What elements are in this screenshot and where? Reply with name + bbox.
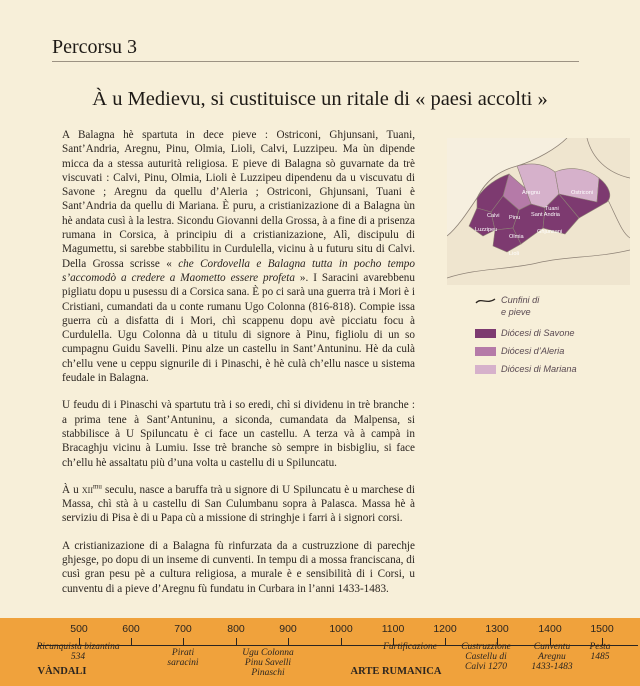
mariana-swatch <box>475 365 496 374</box>
tick-1000 <box>341 638 342 645</box>
savone-swatch <box>475 329 496 338</box>
year-1500: 1500 <box>590 623 614 635</box>
legend-pieve-boundary <box>468 296 628 326</box>
event-pirates <box>167 648 198 668</box>
header-divider <box>52 61 579 62</box>
event-colonna-line1: Ugu Colonna <box>242 648 294 658</box>
year-500: 500 <box>70 623 88 635</box>
event-plague-line1: Pesta <box>589 642 611 652</box>
paragraph-1-part-a: A Balagna hè spartuta in dece pieve : Ostriconi, Ghjunsani, Tuani, Sant’Andria, Aregnu, Pinu, Olmia, Lioli, Calvi, Luzzipeu. Ma ùn dipende micca da a stessa auturità religiosa. E pieve di Balagna sò guvarnate da trè viscuvati : Calvi, Pinu, Olmia, Lioli è Luzzipeu dipendenu da u viscuvatu di Savone ; Aregnu da quellu d’Aleria ; Ostriconi, Ghjunsani, Tuani è Sant’Andria da quellu di Mariana. È puru, a cristianizazione di a Balagna ùn hè andata cusì à la lestra. Sicondu Giovanni della Grossa, à a fine di a prisenza rumana in Corsica, à principiu di a cristianizazione, Alì, discipulu di Magumettu, si sarebbe stabbilitu in Curdulella, vicinu à u futuru situ di Calvi. Della Grossa scrisse « <box>62 129 415 270</box>
map-label-tuani: Tuani <box>545 206 559 212</box>
timeline <box>0 618 640 686</box>
boundary-line-icon <box>475 296 496 305</box>
map-label-sant-andria: Sant Andria <box>531 212 560 218</box>
map-label-luzzipeu: Luzzipeu <box>475 227 498 233</box>
paragraph-1-part-b: ». I Saracini avarebbenu pigliatu dopu u pusessu di a Corsica sana. È po ci sarà una guerra trà i Mori è i Cristiani, cumandati da u conte rumanu Ugo Colonna (816-818). Compie issa guerra cù a disfatta di i Mori, chì scappenu dopu avè picciatu focu à Curdulella. Ugu Colonna dà u titulu di signore à Pinu, figliolu di un so cumpagnu Guidu Savelli. Pinu alze un castellu in Sant’Antuninu. Hè da culà ch’ellu vene u ceppu signurile di i Pinaschi, è hè culà ch’ellu nasce u sistema feudale in Balagna. <box>62 271 415 385</box>
paragraph-1 <box>62 128 415 385</box>
paragraph-1-quote: che Cordovella e Balagna tutta in pocho tempo s’accomodò a credere a Maometto essere profeta <box>62 257 415 284</box>
map-label-lioli: Lioli <box>509 251 519 257</box>
event-castle-line2: Castellu di <box>465 652 507 662</box>
legend-pieve-label-2: e pieve <box>501 307 531 317</box>
map-label-ghjunsani: Ghjunsani <box>537 229 563 235</box>
event-colonna-line3: Pinaschi <box>251 668 285 678</box>
tick-800 <box>236 638 237 645</box>
legend-savone-label: Diócesi di Savone <box>501 328 575 338</box>
year-1200: 1200 <box>433 623 457 635</box>
event-castle-line3: Calvi 1270 <box>465 662 507 672</box>
event-romanesque: ARTE RUMANICA <box>350 666 442 677</box>
map-label-calvi: Calvi <box>487 213 500 219</box>
year-900: 900 <box>279 623 297 635</box>
paragraph-2: U feudu di i Pinaschi và spartutu trà i so eredi, chì si dividenu in trè branche : a prima tene à Sant’Antuninu, a siconda, cumandata da Malpensa, si stabbilisce à U Spiluncatu è ci face un castellu. A terza và à campà in Bracaghju vicinu à Lumiu. Isse trè branche sò sempre in bisbigliu, si face ch’ellu hè assaltatu più d’una volta u castellu di u Spiluncatu. <box>62 399 415 469</box>
event-fortification: Furtificazione <box>383 642 437 652</box>
map-label-pinu: Pinu <box>509 215 521 221</box>
section-header: Percorsu 3 <box>52 36 137 58</box>
year-800: 800 <box>227 623 245 635</box>
event-plague <box>589 642 610 662</box>
event-convent-line2: Aregnu <box>538 652 566 662</box>
legend-pieve-text <box>501 294 539 318</box>
event-colonna-line2: Pinu Savelli <box>244 658 292 668</box>
year-700: 700 <box>174 623 192 635</box>
event-castle-line1: Custruzzione <box>461 642 511 652</box>
page-title: À u Medievu, si custituisce un ritale di « paesi accolti » <box>92 88 548 110</box>
event-byzantine-year: 534 <box>70 652 86 662</box>
tick-900 <box>288 638 289 645</box>
legend-pieve-label-1: Cunfini di <box>501 295 540 305</box>
year-1400: 1400 <box>538 623 562 635</box>
event-pirates-line2: saracini <box>167 658 199 668</box>
event-vandals: VÀNDALI <box>37 666 87 677</box>
event-convent-line1: Cunventu <box>533 642 571 652</box>
map-label-olmia: Olmia <box>509 234 524 240</box>
event-pirates-line1: Pirati <box>171 648 195 658</box>
century-suffix: mu <box>92 482 102 491</box>
map-label-ostriconi: Ostriconi <box>571 190 594 196</box>
year-1000: 1000 <box>329 623 353 635</box>
map <box>447 138 630 285</box>
event-convent <box>531 642 572 672</box>
aleria-swatch <box>475 347 496 356</box>
legend-savone <box>468 326 628 344</box>
year-1300: 1300 <box>485 623 509 635</box>
event-colonna <box>242 648 293 678</box>
tick-1200 <box>445 638 446 645</box>
event-byzantine <box>36 642 119 662</box>
legend-mariana <box>468 362 628 380</box>
legend-aleria <box>468 344 628 362</box>
map-legend <box>468 296 628 380</box>
event-convent-line3: 1433-1483 <box>531 662 573 672</box>
map-label-aregnu: Aregnu <box>522 190 541 196</box>
legend-mariana-label: Diócesi di Mariana <box>501 364 577 374</box>
tick-700 <box>183 638 184 645</box>
legend-aleria-label: Diócesi d’Aleria <box>501 346 565 356</box>
body-text <box>62 128 415 609</box>
event-castle <box>461 642 511 672</box>
map-svg <box>447 138 630 285</box>
paragraph-4: A cristianizazione di a Balagna fù rinfurzata da a custruzzione di parechje ghjesge, po dopu di un inseme di cunventi. In tempu di a mossa franciscana, di cusì gran pesu pè a cultura religiosa, a murale è e sensibilità di i Corsi, u cunventu di a pieve d’Aregnu fù fundatu in Curbara in l’anni 1433-1483. <box>62 539 415 595</box>
paragraph-3 <box>62 483 415 526</box>
tick-600 <box>131 638 132 645</box>
year-600: 600 <box>122 623 140 635</box>
paragraph-3-part-b: seculu, nasce a baruffa trà u signore di U Spiluncatu è u marchese di Massa, chì stà à u castellu di San Culumbanu sopra à Palasca. Massa hè à serviziu di Pisa è di u Papa cù a missione di stringhje i farri à i signori corsi. <box>62 483 415 525</box>
paragraph-3-part-a: À u <box>62 483 82 496</box>
year-1100: 1100 <box>381 623 405 635</box>
century-numeral: xii <box>81 483 93 496</box>
event-byzantine-label: Ricunquista bizantina <box>36 642 120 652</box>
event-plague-line2: 1485 <box>590 652 610 662</box>
